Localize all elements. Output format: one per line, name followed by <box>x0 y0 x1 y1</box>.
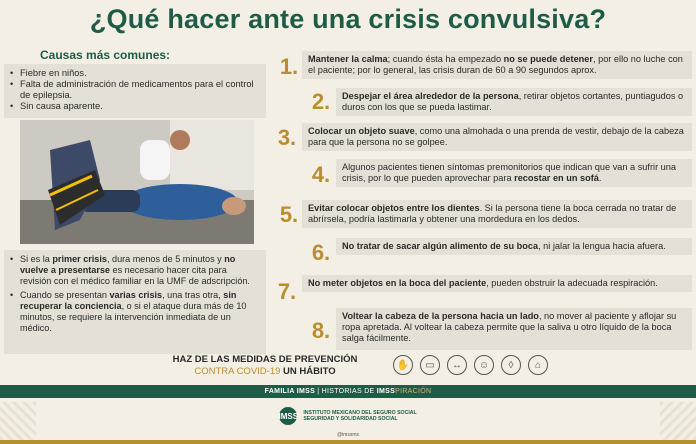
step-number: 1. <box>279 54 299 79</box>
prevention-message: HAZ DE LAS MEDIDAS DE PREVENCIÓN CONTRA COVID-19 UN HÁBITO <box>172 354 358 377</box>
hand-wash-icon: ✋ <box>393 355 413 375</box>
social-handle: @imssmx <box>336 432 360 438</box>
step-number: 2. <box>311 89 331 114</box>
step-text: Voltear la cabeza de la persona hacia un lado, no mover al paciente y aflojar su ropa apretada. Al voltear la cabeza permite que la saliva u otro líquido de la boca salga fácilmente. <box>336 308 692 350</box>
page-title: ¿Qué hacer ante una crisis convulsiva? <box>89 4 607 34</box>
sanitizer-icon: ◊ <box>501 355 521 375</box>
step-text: Algunos pacientes tienen síntomas premonitorios que indican que van a sufrir una crisis, por lo que pueden aprovechar para recostar en un sofá. <box>336 159 692 187</box>
step-number: 3. <box>277 125 297 150</box>
step-number: 5. <box>279 202 299 227</box>
cause-item: • Sin causa aparente. <box>10 101 260 112</box>
seizure-photo <box>20 120 254 244</box>
group-icon: ☺ <box>474 355 494 375</box>
prevention-icons <box>393 355 548 375</box>
step-number: 8. <box>311 318 331 343</box>
step-number: 7. <box>277 279 297 304</box>
mask-icon: ▭ <box>420 355 440 375</box>
step-number: 6. <box>311 240 331 265</box>
bottom-bar <box>0 440 696 444</box>
causes-title: Causas más comunes: <box>40 48 171 62</box>
imss-logo-icon: IMSS <box>279 407 297 425</box>
step-number: 4. <box>311 162 331 187</box>
step-text: Colocar un objeto suave, como una almohada o una prenda de vestir, debajo de la cabeza para que la persona no se golpee. <box>302 123 692 151</box>
step-text: Evitar colocar objetos entre los dientes. Si la persona tiene la boca cerrada no tratar de abrírsela, podría lastimarla y obtener una mordedura en los dedos. <box>302 200 692 228</box>
step-text: No tratar de sacar algún alimento de su boca, ni jalar la lengua hacia afuera. <box>336 238 692 255</box>
causes-panel <box>4 64 266 118</box>
step-text: No meter objetos en la boca del paciente, pueden obstruir la adecuada respiración. <box>302 275 692 292</box>
advice-item: • Cuando se presentan varias crisis, una tras otra, sin recuperar la conciencia, o si el ataque dura más de 10 minutos, se requiere la intervención inmediata de un médico. <box>10 290 260 334</box>
step-text: Despejar el área alrededor de la persona, retirar objetos cortantes, puntiagudos o duros con los que se pueda lastimar. <box>336 88 692 116</box>
step-text: Mantener la calma; cuando ésta ha empezado no se puede detener, por ello no luche con el paciente; por lo general, las crisis duran de 60 a 90 segundos aprox. <box>302 51 692 79</box>
advice-panel <box>4 250 266 354</box>
cause-item: • Falta de administración de medicamentos para el control de epilepsia. <box>10 79 260 101</box>
advice-item: • Si es la primer crisis, dura menos de 5 minutos y no vuelve a presentarse es necesario hacer cita para revisión con el médico familiar en la UMF de adscripción. <box>10 254 260 287</box>
imss-logo: IMSS INSTITUTO MEXICANO DEL SEGURO SOCIAL SEGURIDAD Y SOLIDARIDAD SOCIAL <box>0 402 696 430</box>
footer-banner: FAMILIA IMSS | HISTORIAS DE IMSSPIRACIÓN <box>0 385 696 398</box>
cause-item: • Fiebre en niños. <box>10 68 260 79</box>
distance-icon: ↔ <box>447 355 467 375</box>
stay-home-icon: ⌂ <box>528 355 548 375</box>
